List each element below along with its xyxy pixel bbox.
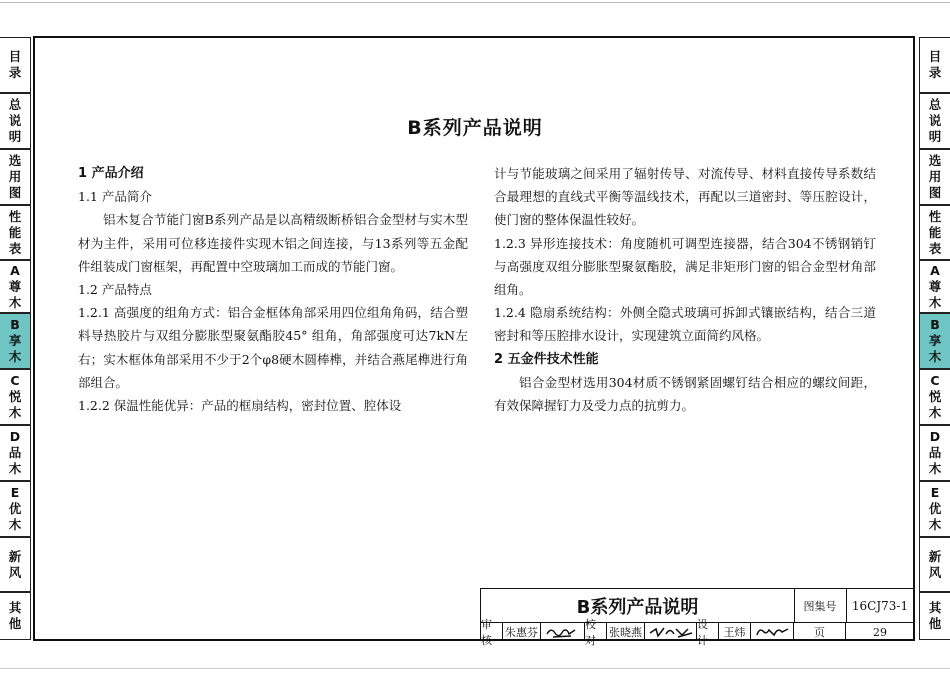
- tab-char: 木: [8, 405, 22, 420]
- left-paragraph: 1.2.2 保温性能优异：产品的框扇结构，密封位置、腔体设: [78, 398, 402, 414]
- left-paragraph: 1.2.1 高强度的组角方式：铝合金框体角部采用四位组角角码，结合塑料导热胶片与双组分膨胀型聚氨酯胶45° 组角，角部强度可达7kN左右；实木框体角部采用不少于2个φ8硬木圆棒榫，并结合燕尾榫进行角部组合。: [78, 305, 468, 390]
- right-tab-7[interactable]: [919, 369, 950, 425]
- tab-char: 选: [8, 153, 22, 168]
- page-title: B系列产品说明: [407, 117, 543, 139]
- right-tab-9[interactable]: [919, 481, 950, 537]
- tab-char: 品: [8, 445, 22, 460]
- left-text-column: [78, 162, 468, 417]
- tab-char: C: [930, 373, 940, 388]
- tab-char: 新: [8, 548, 22, 564]
- tab-char: 选: [928, 153, 942, 168]
- checker-signature: [645, 623, 697, 641]
- design-label: 设计: [697, 623, 719, 641]
- bottom-rule: [0, 668, 950, 669]
- left-tab-8[interactable]: [0, 425, 31, 481]
- top-rule: [0, 2, 950, 3]
- tab-char: 其: [928, 600, 942, 615]
- tab-char: E: [930, 485, 940, 500]
- left-paragraph: 铝木复合节能门窗B系列产品是以高精级断桥铝合金型材与实木型材为主件，采用可位移连接件实现木铝之间连接，与13系列等五金配件组装成门窗框架，再配置中空玻璃加工而成的节能门窗。: [78, 212, 468, 274]
- tab-char: 表: [928, 240, 942, 256]
- tab-char: 尊: [8, 278, 22, 294]
- tab-char: 享: [8, 333, 22, 348]
- tab-char: 他: [928, 616, 942, 631]
- tab-char: 新: [928, 548, 942, 564]
- tab-char: 用: [928, 169, 942, 184]
- tab-char: 能: [8, 224, 22, 240]
- left-tab-7[interactable]: [0, 369, 31, 425]
- check-label: 校对: [585, 623, 607, 641]
- right-tab-8[interactable]: [919, 425, 950, 481]
- tab-char: 木: [928, 461, 942, 476]
- tab-char: 木: [928, 405, 942, 420]
- right-paragraph: 1.2.3 异形连接技术：角度随机可调型连接器，结合304不锈钢销钉与高强度双组分膨胀型聚氨酯胶，满足非矩形门窗的铝合金型材角部组角。: [494, 235, 876, 298]
- tab-char: 优: [8, 501, 22, 516]
- tab-char: 木: [8, 294, 22, 310]
- title-block-signature-row: [481, 618, 914, 647]
- left-tab-1[interactable]: [0, 37, 31, 93]
- right-paragraph: 2 五金件技术性能: [494, 351, 599, 367]
- left-tab-5[interactable]: [0, 260, 31, 313]
- tab-char: 其: [8, 600, 22, 615]
- tab-char: 木: [928, 294, 942, 310]
- right-paragraph: 1.2.4 隐扇系统结构：外侧全隐式玻璃可拆卸式镶嵌结构，结合三道密封和等压腔排水设计，实现建筑立面简约风格。: [494, 305, 876, 344]
- tab-char: A: [930, 262, 940, 278]
- reviewer-name: 朱惠芬: [503, 623, 541, 641]
- tab-char: A: [10, 262, 20, 278]
- right-tab-4[interactable]: [919, 205, 950, 260]
- tab-char: 目: [8, 49, 22, 64]
- tab-char: 木: [928, 517, 942, 532]
- title-block: [480, 588, 915, 647]
- right-tab-11[interactable]: [919, 592, 950, 640]
- tab-char: 享: [928, 333, 942, 348]
- tab-char: 尊: [928, 278, 942, 294]
- tab-char: B: [10, 317, 20, 332]
- tab-char: 悦: [928, 389, 942, 404]
- right-tab-1[interactable]: [919, 37, 950, 93]
- review-label: 审核: [481, 623, 503, 641]
- left-paragraph: 1 产品介绍: [78, 166, 144, 181]
- left-tab-6[interactable]: [0, 313, 31, 369]
- tab-char: 木: [8, 461, 22, 476]
- left-paragraph: 1.2 产品特点: [78, 282, 152, 298]
- tab-char: 图: [8, 185, 22, 200]
- title-block-title: B系列产品说明: [481, 589, 795, 622]
- tab-char: 木: [8, 517, 22, 532]
- left-paragraph: 1.1 产品简介: [78, 189, 152, 205]
- page-label: 页: [794, 623, 846, 641]
- tab-char: D: [9, 429, 21, 444]
- right-text-column: [494, 162, 876, 417]
- right-paragraph: 铝合金型材选用304材质不锈钢紧固螺钉结合相应的螺纹间距，有效保障握钉力及受力点的抗剪力。: [494, 374, 876, 414]
- tab-char: 总: [928, 97, 942, 112]
- left-tab-11[interactable]: [0, 592, 31, 640]
- tab-char: 风: [928, 564, 942, 580]
- tab-char: B: [930, 317, 940, 332]
- tab-char: 总: [8, 97, 22, 112]
- tab-char: 能: [928, 224, 942, 240]
- tab-char: 图: [928, 185, 942, 200]
- right-tab-5[interactable]: [919, 260, 950, 313]
- designer-signature: [751, 623, 794, 641]
- left-tab-3[interactable]: [0, 149, 31, 205]
- tab-char: 悦: [8, 389, 22, 404]
- tab-char: 录: [928, 65, 942, 80]
- right-tab-3[interactable]: [919, 149, 950, 205]
- tab-char: 说: [8, 113, 22, 128]
- tab-char: 表: [8, 240, 22, 256]
- tab-char: 录: [8, 65, 22, 80]
- right-paragraph: 计与节能玻璃之间采用了辐射传导、对流传导、材料直接传导系数结合最理想的直线式平衡等温线技术，再配以三道密封、等压腔设计，使门窗的整体保温性较好。: [494, 166, 876, 228]
- right-tab-10[interactable]: [919, 537, 950, 592]
- tab-char: 品: [928, 445, 942, 460]
- tab-char: 明: [8, 129, 22, 144]
- page-number: 29: [873, 625, 887, 639]
- tab-char: E: [10, 485, 20, 500]
- checker-name: 张晓燕: [607, 623, 645, 641]
- tab-char: 目: [928, 49, 942, 64]
- reviewer-signature: [541, 623, 585, 641]
- tab-char: 他: [8, 616, 22, 631]
- tab-char: 说: [928, 113, 942, 128]
- tab-char: 明: [928, 129, 942, 144]
- left-tab-4[interactable]: [0, 205, 31, 260]
- tab-char: 性: [8, 208, 22, 224]
- tab-char: 用: [8, 169, 22, 184]
- atlas-number-label: 图集号: [794, 589, 847, 622]
- tab-char: 风: [8, 564, 22, 580]
- left-tab-9[interactable]: [0, 481, 31, 537]
- right-tab-6[interactable]: [919, 313, 950, 369]
- tab-char: 优: [928, 501, 942, 516]
- tab-char: 木: [8, 349, 22, 364]
- left-tab-10[interactable]: [0, 537, 31, 592]
- tab-char: D: [929, 429, 941, 444]
- tab-char: 性: [928, 208, 942, 224]
- designer-name: 王炜: [719, 623, 751, 641]
- tab-char: 木: [928, 349, 942, 364]
- tab-char: C: [10, 373, 20, 388]
- atlas-number: 16CJ73-1: [851, 598, 909, 613]
